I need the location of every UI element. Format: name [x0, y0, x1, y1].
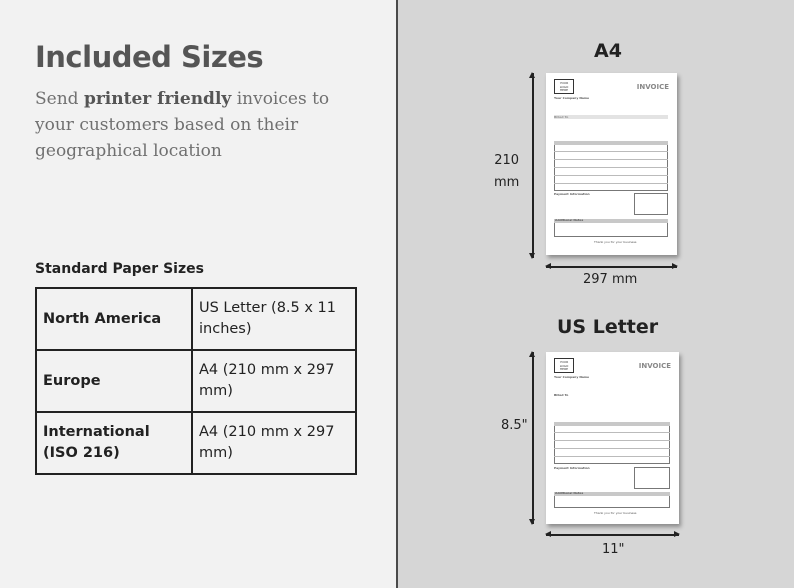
page-title: Included Sizes — [35, 40, 264, 74]
paper-sizes-table — [35, 287, 357, 475]
payment-info-heading: Payment Information — [554, 192, 590, 196]
company-name: Your Company Name — [554, 96, 590, 100]
a4-width-arrow — [546, 266, 677, 268]
size-cell: A4 (210 mm x 297 mm) — [192, 350, 356, 412]
region-cell: International (ISO 216) — [36, 412, 192, 474]
letter-invoice-preview — [546, 352, 679, 524]
additional-notes-heading: Additional Notes — [555, 491, 584, 495]
region-cell: North America — [36, 288, 192, 350]
table-row — [36, 350, 356, 412]
letter-width-arrow — [546, 534, 679, 536]
table-heading: Standard Paper Sizes — [35, 261, 204, 277]
logo-placeholder: YOUR LOGO HERE — [554, 79, 574, 94]
a4-height-label: 210 mm — [494, 153, 520, 190]
subtitle-emphasis: printer friendly — [83, 89, 232, 109]
us-letter-label: US Letter — [557, 316, 659, 338]
letter-height-label: 8.5" — [501, 418, 528, 433]
thanks-text: Thank you for your business — [594, 240, 637, 244]
additional-notes-heading: Additional Notes — [555, 218, 584, 222]
letter-height-arrow — [532, 352, 534, 524]
a4-label: A4 — [594, 40, 622, 62]
size-cell: US Letter (8.5 x 11 inches) — [192, 288, 356, 350]
table-row — [36, 288, 356, 350]
left-panel — [0, 0, 396, 588]
a4-height-arrow — [532, 73, 534, 258]
size-cell: A4 (210 mm x 297 mm) — [192, 412, 356, 474]
invoice-title: INVOICE — [636, 83, 669, 91]
logo-placeholder: YOUR LOGO HERE — [554, 358, 574, 373]
company-name: Your Company Name — [554, 375, 590, 379]
region-cell: Europe — [36, 350, 192, 412]
right-panel — [398, 0, 794, 588]
invoice-title: INVOICE — [638, 362, 671, 370]
thanks-text: Thank you for your business — [594, 511, 637, 515]
table-row — [36, 412, 356, 474]
letter-width-label: 11" — [602, 542, 625, 557]
a4-invoice-preview — [546, 73, 677, 255]
page-subtitle: Send printer friendly invoices to your customers based on their geographical location — [35, 89, 330, 161]
billed-to-heading: Billed To — [554, 393, 569, 397]
payment-info-heading: Payment Information — [554, 466, 590, 470]
a4-width-label: 297 mm — [583, 272, 638, 287]
